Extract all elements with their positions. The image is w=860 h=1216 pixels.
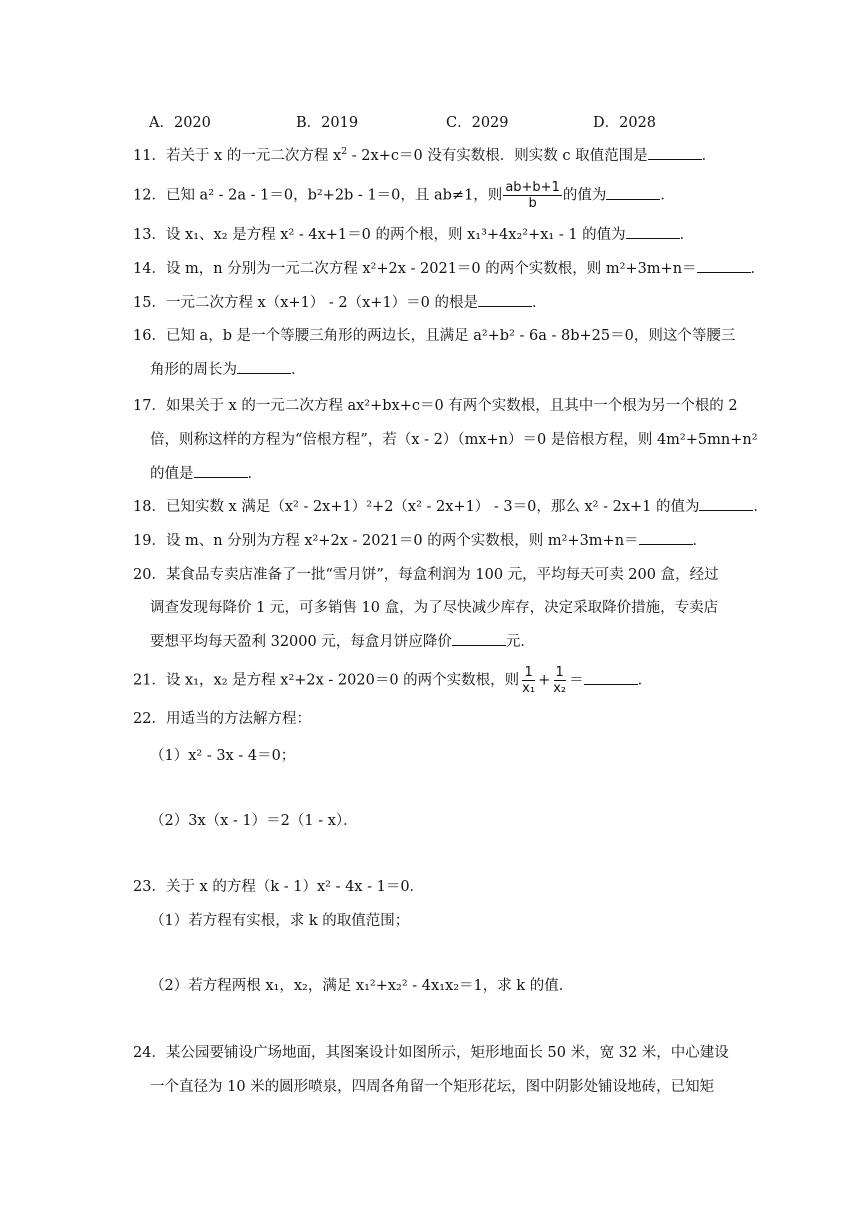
answer-blank[interactable]: [648, 145, 702, 160]
option-b: B．2019: [296, 115, 359, 131]
answer-blank[interactable]: [452, 631, 506, 646]
question-text: 已知 a² - 2a - 1＝0，b²+2b - 1＝0，且 ab≠1，则: [165, 187, 503, 204]
answer-blank[interactable]: [584, 670, 638, 685]
question-number: 12．: [133, 187, 166, 204]
question-number: 23．: [133, 879, 166, 895]
answer-blank[interactable]: [606, 185, 660, 200]
question-text: 如果关于 x 的一元二次方程 ax²+bx+c＝0 有两个实数根，且其中一个根为另一个根的 2: [165, 398, 738, 414]
question-text: 关于 x 的方程（k - 1）x² - 4x - 1＝0．: [165, 879, 425, 895]
question-11: 11．若关于 x 的一元二次方程 $x^2 - 2x+c=0$ 没有实数根．则实数 c 取值范围是 ．: [133, 146, 717, 164]
answer-blank[interactable]: [699, 496, 753, 511]
question-13: 13．设 x₁、x₂ 是方程 x² - 4x+1＝0 的两个根，则 x₁³+4x₂²+x₁ - 1 的值为 ．: [133, 224, 694, 245]
question-22: [133, 709, 311, 729]
question-number: 14．: [133, 261, 166, 277]
question-number: 13．: [133, 227, 166, 243]
question-15: 15．一元二次方程 x（x+1） - 2（x+1）＝0 的根是 ．: [133, 292, 547, 313]
question-20-cont: 调查发现每降价 1 元，可多销售 10 盒，为了尽快减少库存，决定采取降价措施，专卖店: [150, 600, 719, 616]
question-14: 14．设 m，n 分别为一元二次方程 x²+2x - 2021＝0 的两个实数根，则 m²+3m+n＝ ．: [133, 258, 765, 279]
answer-blank[interactable]: [639, 530, 693, 545]
question-text-cont: - 2x+c＝0 没有实数根．则实数 c 取值范围是: [347, 148, 648, 164]
question-24-cont: 一个直径为 10 米的圆形喷泉，四周各角留一个矩形花坛，图中阴影处铺设地砖，已知矩: [150, 1079, 715, 1095]
question-24: [133, 1043, 729, 1063]
question-text: 一元二次方程 x（x+1） - 2（x+1）＝0 的根是: [165, 295, 479, 311]
answer-blank[interactable]: [478, 292, 532, 307]
question-16-cont: 角形的周长为 ．: [150, 359, 306, 380]
question-text: 某公园要铺设广场地面，其图案设计如图所示，矩形地面长 50 米，宽 32 米，中心建设: [165, 1045, 729, 1061]
question-23: [133, 877, 424, 897]
question-number: 11．: [133, 148, 166, 164]
question-number: 24．: [133, 1045, 166, 1061]
question-text: 设 x₁、x₂ 是方程 x² - 4x+1＝0 的两个根，则 x₁³+4x₂²+x₁ - 1 的值为: [165, 227, 626, 243]
question-number: 19．: [133, 533, 166, 549]
question-23-part-1: （1）若方程有实根，求 k 的取值范围；: [150, 913, 410, 929]
question-text: 用适当的方法解方程：: [165, 711, 311, 727]
question-text: 某食品专卖店准备了一批“雪月饼”，每盒利润为 100 元，平均每天可卖 200 盒，经过: [165, 567, 719, 583]
question-20-cont2: 要想平均每天盈利 32000 元，每盒月饼应降价 元．: [150, 631, 535, 652]
question-number: 17．: [133, 398, 166, 414]
question-number: 16．: [133, 328, 166, 344]
question-19: 19．设 m、n 分别为方程 x²+2x - 2021＝0 的两个实数根，则 m²+3m+n＝ ．: [133, 530, 707, 551]
question-text: 设 m，n 分别为一元二次方程 x²+2x - 2021＝0 的两个实数根，则 m²+3m+n＝: [165, 261, 697, 277]
question-23-part-2: （2）若方程两根 x₁，x₂，满足 x₁²+x₂² - 4x₁x₂＝1，求 k 的值．: [150, 978, 574, 994]
option-d: D．2028: [593, 115, 657, 131]
option-c: C．2029: [446, 115, 509, 131]
answer-blank[interactable]: [626, 224, 680, 239]
question-text: 设 x₁，x₂ 是方程 x²+2x - 2020＝0 的两个实数根，则: [165, 672, 520, 689]
fraction: $\frac{1}{\text{x₂}}$: [553, 665, 567, 696]
answer-blank[interactable]: [697, 258, 751, 273]
question-16: [133, 326, 735, 346]
question-number: 21．: [133, 672, 166, 689]
question-12: 12．已知 a² - 2a - 1＝0，b²+2b - 1＝0，且 ab≠1，则 $\frac{ab+b+1}{b}$ 的值为 ．: [133, 180, 675, 211]
question-18: 18．已知实数 x 满足（x² - 2x+1）²+2（x² - 2x+1） - 3＝0，那么 x² - 2x+1 的值为 ．: [133, 496, 768, 517]
question-number: 15．: [133, 295, 166, 311]
question-text: 若关于 x 的一元二次方程 x: [165, 148, 342, 164]
option-a: A．2020: [149, 115, 211, 131]
question-number: 18．: [133, 499, 166, 515]
question-17-cont2: 的值是 ．: [150, 463, 262, 484]
question-22-part-2: （2）3x（x - 1）＝2（1 - x）．: [150, 813, 358, 829]
fraction: $\frac{1}{\text{x₁}}$: [522, 665, 536, 696]
answer-blank[interactable]: [194, 463, 248, 478]
question-22-part-1: （1）x² - 3x - 4＝0；: [150, 748, 296, 764]
question-number: 22．: [133, 711, 166, 727]
question-17-cont: 倍，则称这样的方程为“倍根方程”，若（x - 2）（mx+n）＝0 是倍根方程，则 4m²+5mn+n²: [150, 432, 758, 448]
question-21: 21．设 x₁，x₂ 是方程 x²+2x - 2020＝0 的两个实数根，则 $\frac{1}{\text{x₁}}$ + $\frac{1}{\text{x₂}}$ ＝ ．: [133, 665, 653, 696]
question-text: 已知 a，b 是一个等腰三角形的两边长，且满足 a²+b² - 6a - 8b+25＝0，则这个等腰三: [165, 328, 736, 344]
question-number: 20．: [133, 567, 166, 583]
question-17: [133, 396, 738, 416]
answer-blank[interactable]: [237, 359, 291, 374]
question-text: 设 m、n 分别为方程 x²+2x - 2021＝0 的两个实数根，则 m²+3m+n＝: [165, 533, 639, 549]
question-20: [133, 565, 719, 585]
question-text: 已知实数 x 满足（x² - 2x+1）²+2（x² - 2x+1） - 3＝0，那么 x² - 2x+1 的值为: [165, 499, 700, 515]
fraction: $\frac{ab+b+1}{b}$: [505, 180, 560, 211]
